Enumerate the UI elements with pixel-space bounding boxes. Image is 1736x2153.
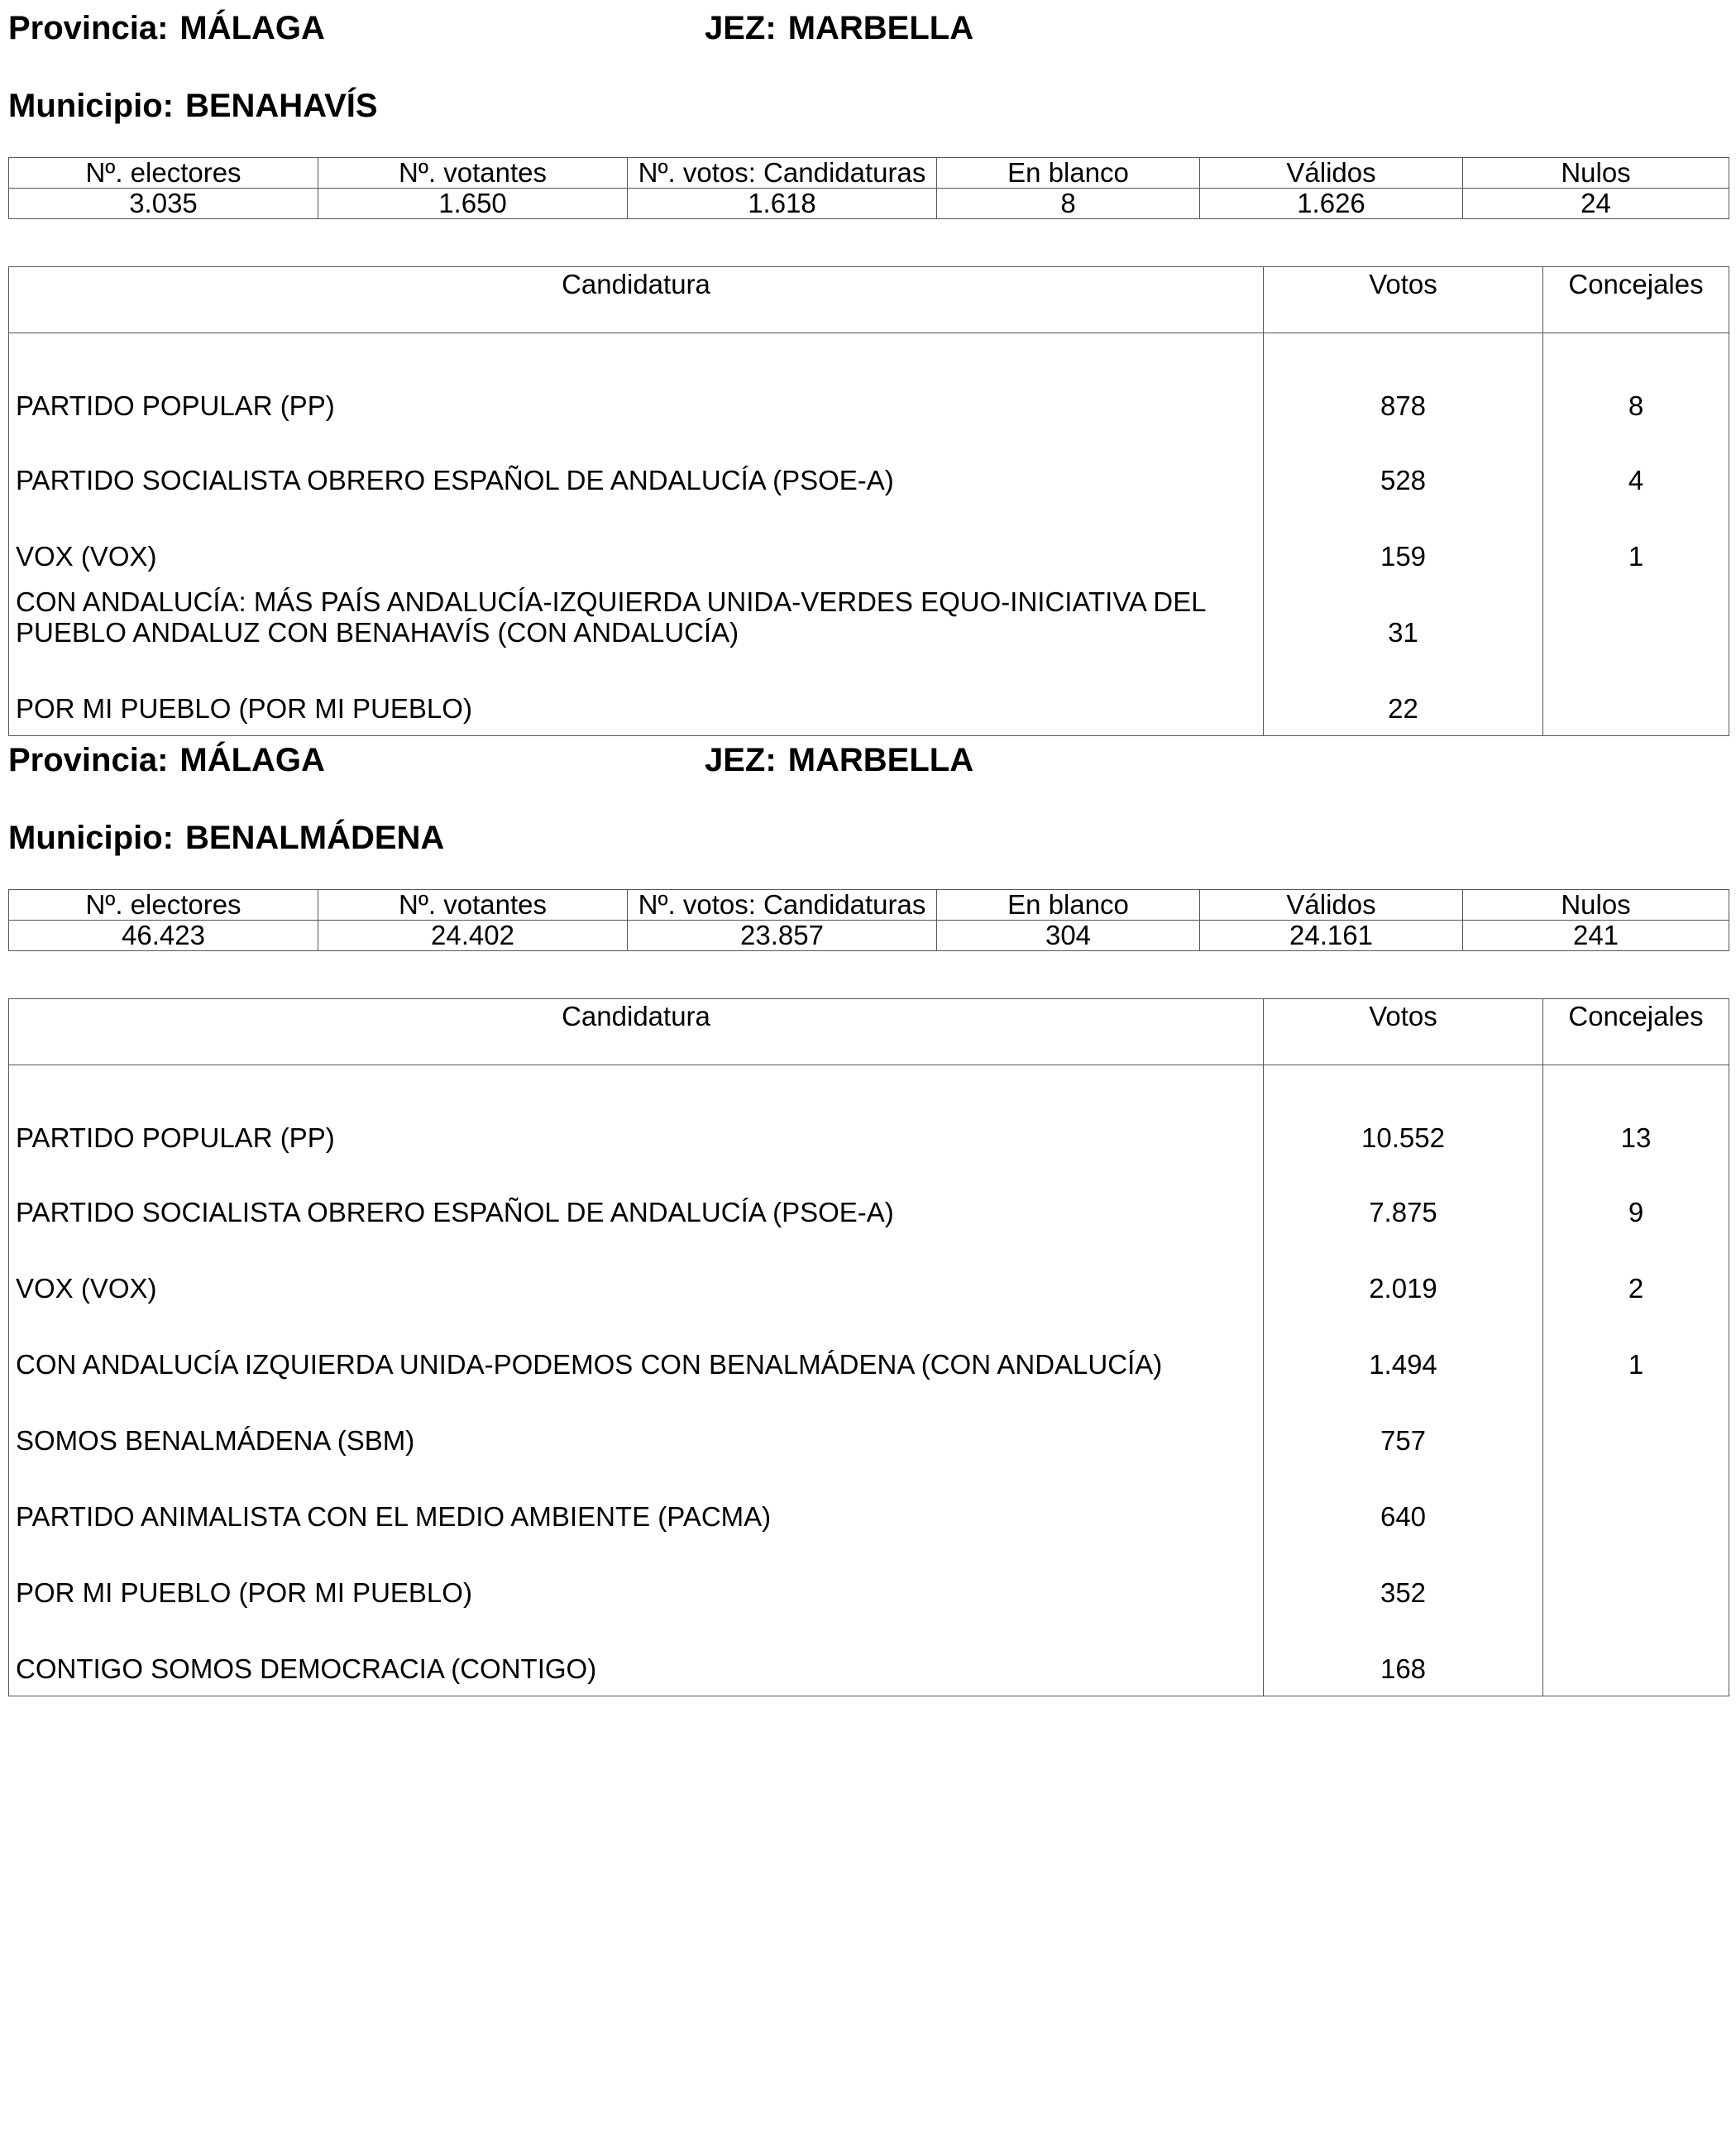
stats-header-cell: Válidos	[1200, 890, 1463, 921]
candidatura-name: PARTIDO SOCIALISTA OBRERO ESPAÑOL DE ANDALUCÍA (PSOE-A)	[16, 1197, 894, 1227]
candidaturas-header-row	[9, 267, 1729, 333]
candidatura-row	[9, 1156, 1729, 1232]
municipio-header	[8, 89, 378, 122]
candidatura-header: Candidatura	[9, 999, 1264, 1065]
candidatura-votos: 31	[1264, 577, 1543, 653]
candidatura-name: SOMOS BENALMÁDENA (SBM)	[16, 1425, 415, 1456]
stats-value-cell: 304	[937, 921, 1200, 951]
candidatura-concejales	[1543, 1537, 1729, 1613]
municipio-value: BENALMÁDENA	[184, 820, 445, 856]
candidatura-votos: 352	[1264, 1537, 1543, 1613]
candidatura-votos: 7.875	[1264, 1156, 1543, 1232]
candidatura-row	[9, 1065, 1729, 1157]
stats-table	[8, 157, 1729, 219]
municipio-header	[8, 821, 444, 854]
candidatura-votos: 757	[1264, 1385, 1543, 1461]
candidatura-concejales	[1543, 1461, 1729, 1537]
stats-value-cell: 1.626	[1200, 189, 1463, 219]
candidatura-concejales: 2	[1543, 1232, 1729, 1309]
candidatura-name: VOX (VOX)	[16, 541, 157, 572]
stats-header-cell: Válidos	[1200, 158, 1463, 189]
candidatura-row	[9, 653, 1729, 736]
stats-table	[8, 889, 1729, 951]
candidatura-row	[9, 1232, 1729, 1309]
candidatura-row	[9, 424, 1729, 500]
votos-header: Votos	[1264, 999, 1543, 1065]
stats-value-cell: 46.423	[9, 921, 318, 951]
municipio-label: Municipio:	[8, 88, 174, 124]
stats-value-cell: 24.161	[1200, 921, 1463, 951]
candidatura-votos: 528	[1264, 424, 1543, 500]
candidatura-row	[9, 333, 1729, 425]
jez-value: MARBELLA	[787, 10, 974, 46]
candidatura-concejales: 9	[1543, 1156, 1729, 1232]
candidatura-row	[9, 500, 1729, 577]
stats-header-cell: Nº. votos: Candidaturas	[628, 890, 937, 921]
stats-header-cell: Nº. electores	[9, 158, 318, 189]
candidatura-name: CON ANDALUCÍA: MÁS PAÍS ANDALUCÍA-IZQUIERDA UNIDA-VERDES EQUO-INICIATIVA DEL PUEBLO ANDALUZ CON BENAHAVÍS (CON ANDALUCÍA)	[16, 586, 1206, 648]
candidatura-votos: 168	[1264, 1613, 1543, 1696]
concejales-header: Concejales	[1543, 999, 1729, 1065]
candidatura-concejales: 4	[1543, 424, 1729, 500]
jez-header	[705, 744, 973, 777]
candidatura-votos: 2.019	[1264, 1232, 1543, 1309]
provincia-value: MÁLAGA	[179, 10, 325, 46]
concejales-header: Concejales	[1543, 267, 1729, 333]
provincia-label: Provincia:	[8, 10, 169, 46]
candidaturas-table	[8, 266, 1729, 736]
stats-header-cell: En blanco	[937, 890, 1200, 921]
stats-header-cell: Nulos	[1463, 158, 1729, 189]
candidaturas-table	[8, 998, 1729, 1696]
candidatura-row	[9, 577, 1729, 653]
candidatura-votos: 22	[1264, 653, 1543, 736]
candidatura-concejales	[1543, 577, 1729, 653]
provincia-header	[8, 744, 325, 777]
provincia-value: MÁLAGA	[179, 742, 325, 778]
stats-value-cell: 241	[1463, 921, 1729, 951]
candidatura-votos: 159	[1264, 500, 1543, 577]
stats-value-cell: 1.650	[318, 189, 628, 219]
jez-label: JEZ:	[705, 742, 777, 778]
candidatura-name: PARTIDO POPULAR (PP)	[16, 390, 335, 421]
stats-header-cell: Nº. votantes	[318, 890, 628, 921]
candidatura-name: VOX (VOX)	[16, 1273, 157, 1304]
candidatura-header: Candidatura	[9, 267, 1264, 333]
stats-value-row	[9, 921, 1729, 951]
stats-header-cell: Nº. electores	[9, 890, 318, 921]
stats-value-cell: 8	[937, 189, 1200, 219]
stats-value-cell: 24.402	[318, 921, 628, 951]
candidatura-row	[9, 1461, 1729, 1537]
stats-header-row	[9, 158, 1729, 189]
candidatura-row	[9, 1309, 1729, 1385]
stats-value-cell: 3.035	[9, 189, 318, 219]
municipio-label: Municipio:	[8, 820, 174, 856]
provincia-header	[8, 12, 325, 45]
candidatura-votos: 640	[1264, 1461, 1543, 1537]
candidatura-name: CON ANDALUCÍA IZQUIERDA UNIDA-PODEMOS CON BENALMÁDENA (CON ANDALUCÍA)	[16, 1349, 1163, 1380]
candidatura-concejales: 8	[1543, 333, 1729, 425]
stats-value-cell: 1.618	[628, 189, 937, 219]
candidatura-concejales: 13	[1543, 1065, 1729, 1157]
candidatura-votos: 1.494	[1264, 1309, 1543, 1385]
candidatura-row	[9, 1537, 1729, 1613]
stats-header-cell: Nº. votantes	[318, 158, 628, 189]
candidatura-name: POR MI PUEBLO (POR MI PUEBLO)	[16, 693, 472, 724]
candidatura-name: POR MI PUEBLO (POR MI PUEBLO)	[16, 1577, 472, 1608]
candidatura-votos: 10.552	[1264, 1065, 1543, 1157]
candidatura-name: PARTIDO ANIMALISTA CON EL MEDIO AMBIENTE (PACMA)	[16, 1501, 772, 1532]
candidatura-name: PARTIDO SOCIALISTA OBRERO ESPAÑOL DE ANDALUCÍA (PSOE-A)	[16, 465, 894, 495]
jez-label: JEZ:	[705, 10, 777, 46]
candidatura-row	[9, 1385, 1729, 1461]
stats-header-cell: Nº. votos: Candidaturas	[628, 158, 937, 189]
candidatura-concejales	[1543, 1385, 1729, 1461]
stats-value-cell: 24	[1463, 189, 1729, 219]
stats-header-cell: En blanco	[937, 158, 1200, 189]
stats-value-cell: 23.857	[628, 921, 937, 951]
candidatura-row	[9, 1613, 1729, 1696]
stats-header-row	[9, 890, 1729, 921]
jez-header	[705, 12, 973, 45]
municipio-value: BENAHAVÍS	[184, 88, 378, 124]
stats-value-row	[9, 189, 1729, 219]
candidatura-concejales	[1543, 1613, 1729, 1696]
candidatura-votos: 878	[1264, 333, 1543, 425]
stats-header-cell: Nulos	[1463, 890, 1729, 921]
candidatura-concejales: 1	[1543, 500, 1729, 577]
provincia-label: Provincia:	[8, 742, 169, 778]
candidatura-concejales	[1543, 653, 1729, 736]
candidatura-name: PARTIDO POPULAR (PP)	[16, 1122, 335, 1153]
votos-header: Votos	[1264, 267, 1543, 333]
candidatura-name: CONTIGO SOMOS DEMOCRACIA (CONTIGO)	[16, 1653, 597, 1684]
candidatura-concejales: 1	[1543, 1309, 1729, 1385]
jez-value: MARBELLA	[787, 742, 974, 778]
candidaturas-header-row	[9, 999, 1729, 1065]
